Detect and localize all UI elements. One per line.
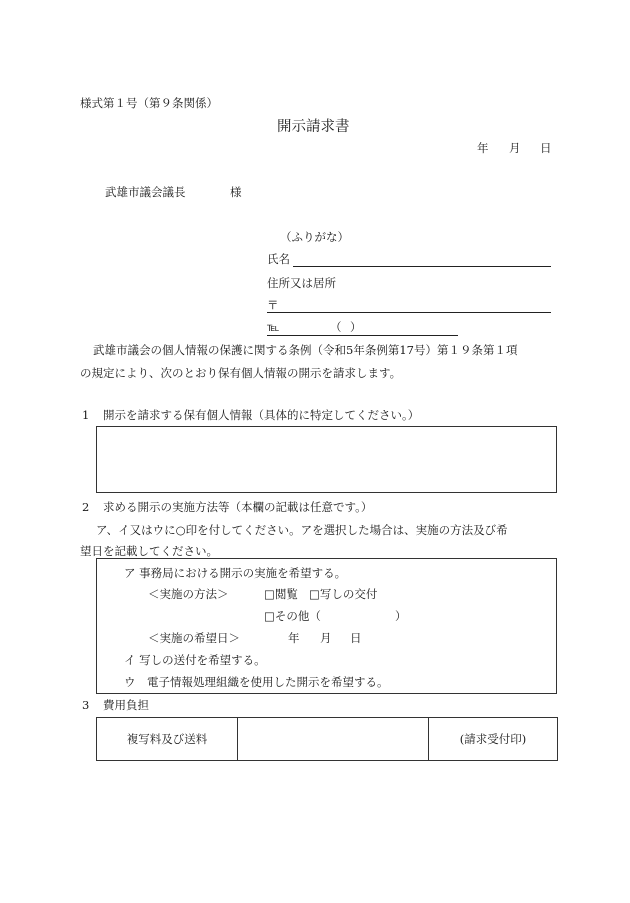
- method-copy-checkbox[interactable]: □写しの交付: [309, 587, 378, 601]
- tel-paren-close: ）: [350, 320, 362, 334]
- option-u[interactable]: ウ 電子情報処理組織を使用した開示を希望する。: [124, 675, 389, 689]
- stamp-label: (請求受付印): [459, 732, 527, 746]
- fee-amount-cell[interactable]: [238, 718, 428, 760]
- method-label: ＜実施の方法＞: [148, 587, 229, 601]
- section2-note-line-1: ア、イ又はウに○印を付してください。アを選択した場合は、実施の方法及び希: [96, 523, 508, 537]
- name-field-line[interactable]: [293, 266, 551, 267]
- form-number: 様式第１号（第９条関係）: [80, 96, 218, 110]
- desired-date-day: 日: [350, 631, 362, 645]
- desired-date-year: 年: [288, 631, 300, 645]
- section2-note-line-2: 望日を記載してください。: [80, 544, 218, 558]
- name-label: 氏名: [267, 252, 290, 266]
- section2-options-box: [96, 558, 557, 694]
- section3-number: 3: [82, 698, 90, 712]
- desired-date-month: 月: [320, 631, 332, 645]
- section2-number: 2: [82, 500, 90, 514]
- fee-label-cell: [97, 718, 237, 760]
- option-i[interactable]: イ 写しの送付を希望する。: [124, 653, 266, 667]
- desired-date-label: ＜実施の希望日＞: [148, 631, 240, 645]
- intro-line-2: の規定により、次のとおり保有個人情報の開示を請求します。: [80, 366, 402, 380]
- fee-label: 複写料及び送料: [126, 732, 208, 746]
- addressee-honorific: 様: [230, 185, 242, 199]
- postal-mark: 〒: [267, 298, 279, 312]
- section1-input-box[interactable]: [96, 426, 557, 493]
- address-field-line[interactable]: [267, 312, 551, 313]
- fee-table: [96, 717, 558, 761]
- section1-heading: 開示を請求する保有個人情報（具体的に特定してください。）: [103, 408, 420, 422]
- tel-paren-open: （: [330, 320, 342, 334]
- intro-line-1: 武雄市議会の個人情報の保護に関する条例（令和5年条例第17号）第１９条第１項: [93, 343, 518, 357]
- tel-field-line[interactable]: [267, 335, 458, 336]
- section3-heading: 費用負担: [103, 698, 149, 712]
- method-other-close: ）: [395, 609, 407, 623]
- method-view-checkbox[interactable]: □閲覧: [264, 587, 298, 601]
- stamp-cell: [429, 718, 557, 760]
- method-other-checkbox[interactable]: □その他（: [264, 609, 321, 623]
- page-title: 開示請求書: [277, 119, 350, 135]
- section1-number: 1: [82, 408, 90, 422]
- furigana-label: （ふりがな）: [280, 230, 349, 244]
- tel-label: ℡: [267, 320, 280, 334]
- section2-heading: 求める開示の実施方法等（本欄の記載は任意です。）: [103, 500, 373, 514]
- addressee-name: 武雄市議会議長: [105, 185, 186, 199]
- address-label: 住所又は居所: [267, 276, 336, 290]
- date-month-label: 月: [509, 141, 521, 155]
- option-a[interactable]: ア 事務局における開示の実施を希望する。: [124, 566, 347, 580]
- date-year-label: 年: [477, 141, 489, 155]
- date-day-label: 日: [540, 141, 552, 155]
